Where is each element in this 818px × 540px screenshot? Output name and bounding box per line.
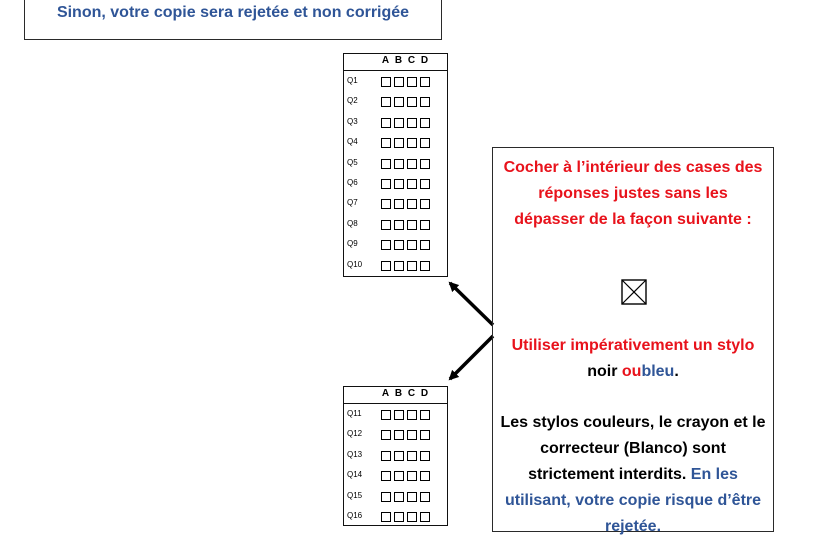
- pen-instruction: [503, 333, 763, 385]
- col-header-a: A: [381, 55, 390, 66]
- question-label: Q15: [347, 490, 363, 500]
- col-header-b: B: [394, 388, 403, 399]
- question-label: Q5: [347, 157, 358, 167]
- arrow-to-sheet-1: [450, 283, 493, 325]
- check-instruction: Cocher à l’intérieur des cases des réponses justes sans les dépasser de la façon suivante :: [503, 159, 763, 228]
- pen-color-black: noir: [587, 363, 618, 380]
- col-header-b: B: [394, 55, 403, 66]
- question-label: Q3: [347, 116, 358, 126]
- question-label: Q16: [347, 510, 363, 520]
- question-label: Q9: [347, 239, 358, 249]
- question-label: Q1: [347, 76, 358, 85]
- pen-text-or: ou: [621, 363, 642, 380]
- question-label: Q8: [347, 218, 358, 228]
- question-label: Q14: [347, 470, 363, 480]
- crossed-box-example-icon: [621, 279, 647, 305]
- question-label: Q6: [347, 177, 358, 187]
- arrow-to-sheet-2: [450, 336, 493, 379]
- notice-line-rejected: Sinon, votre copie sera rejetée et non corrigée: [56, 4, 410, 21]
- pen-text-start: Utiliser impérativement un stylo: [511, 337, 755, 354]
- forbidden-instruction: [499, 410, 767, 540]
- question-label: Q12: [347, 429, 363, 439]
- forbidden-text: Les stylos couleurs, le crayon et le correcteur (Blanco) sont strictement interdits.: [500, 414, 766, 483]
- col-header-d: D: [420, 55, 429, 66]
- col-header-c: C: [407, 55, 416, 66]
- question-label: Q10: [347, 259, 363, 269]
- col-header-d: D: [420, 388, 429, 399]
- question-label: Q7: [347, 198, 358, 208]
- question-label: Q2: [347, 96, 358, 106]
- rejection-risk-text: En les utilisant, votre copie risque d’être rejetée.: [504, 466, 762, 535]
- col-header-a: A: [381, 388, 390, 399]
- question-label: Q13: [347, 449, 363, 459]
- question-label: Q4: [347, 137, 358, 147]
- instructions-box: [492, 147, 774, 535]
- pen-text-end: .: [674, 363, 679, 380]
- col-header-c: C: [407, 388, 416, 399]
- question-label: Q11: [347, 409, 362, 418]
- pen-color-blue: bleu: [641, 363, 675, 380]
